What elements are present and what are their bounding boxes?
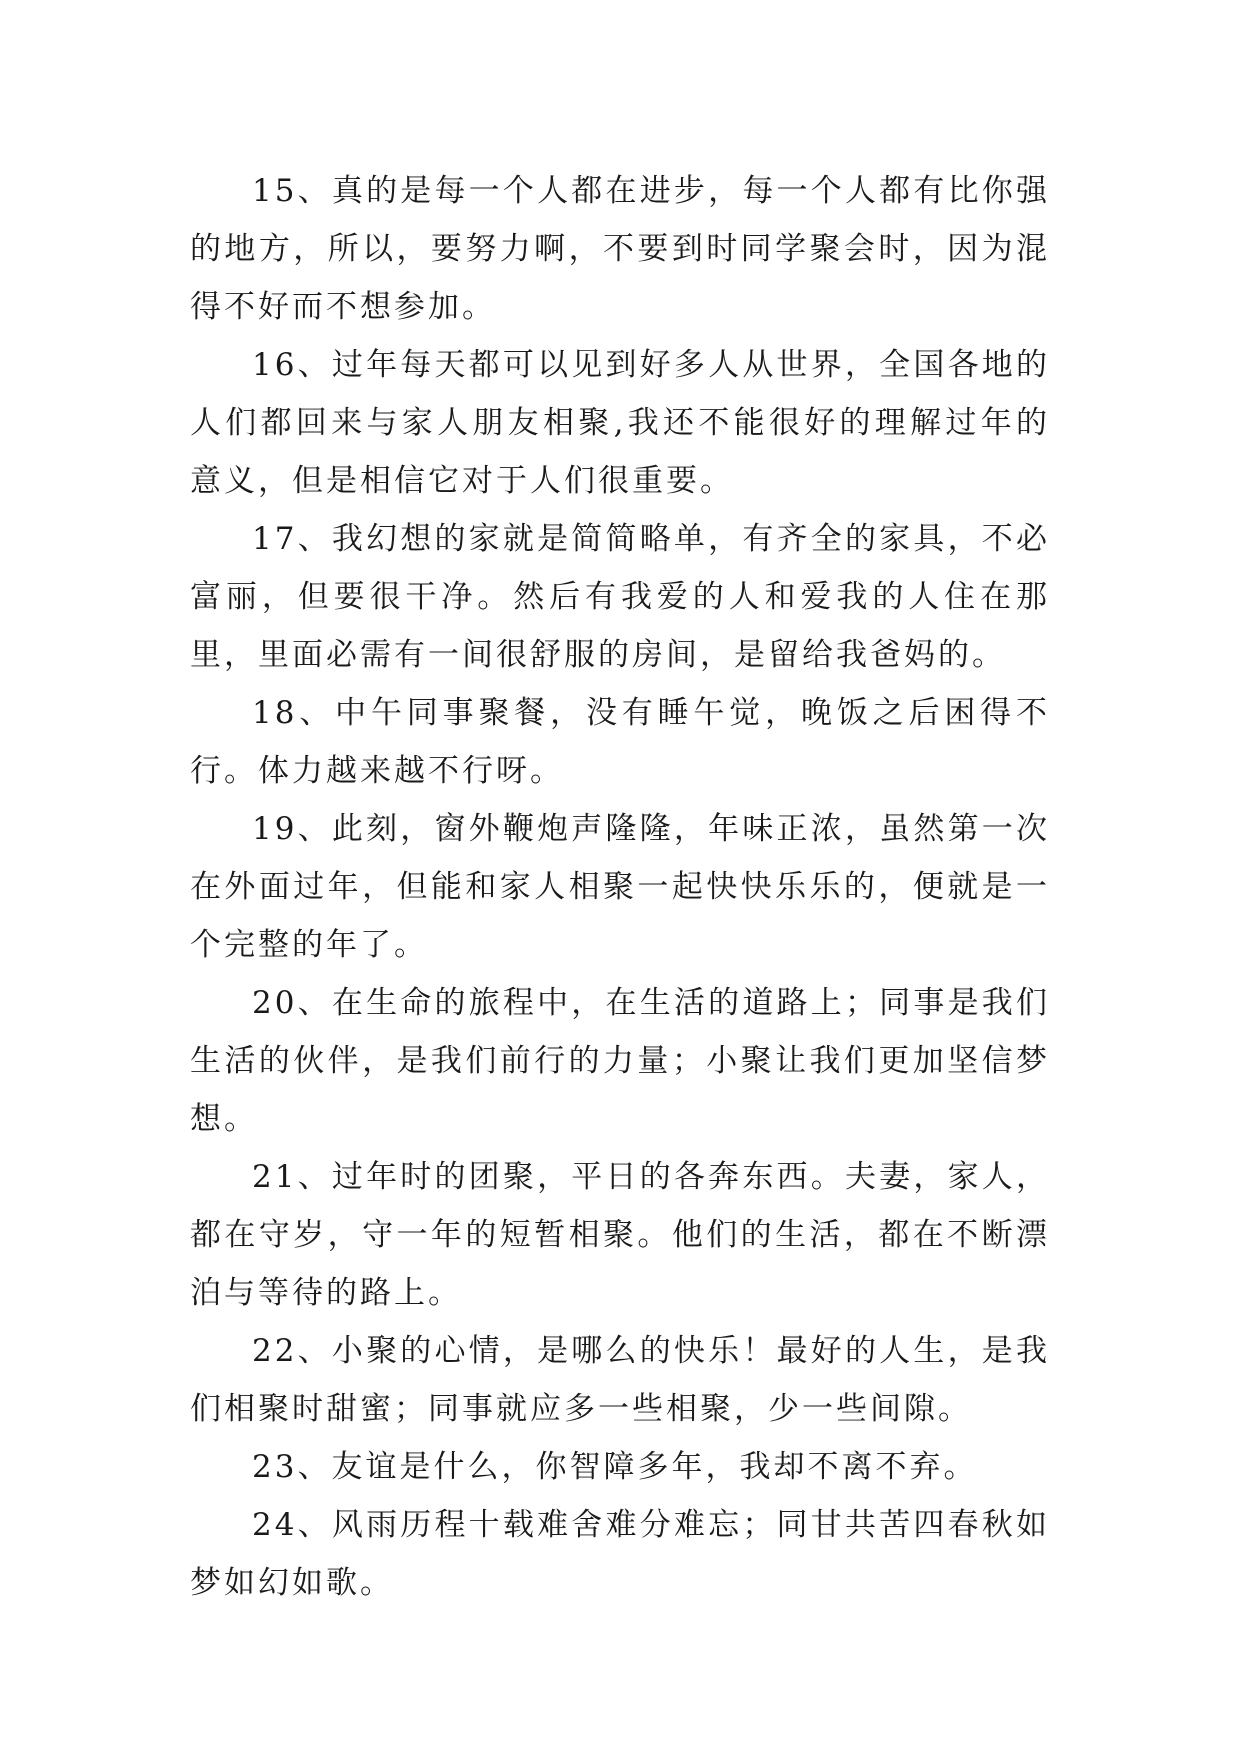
document-body bbox=[190, 162, 1050, 1612]
paragraph-23: 23、友谊是什么，你智障多年，我却不离不弃。 bbox=[252, 1449, 978, 1485]
paragraph-19: 19、此刻，窗外鞭炮声隆隆，年味正浓，虽然第一次在外面过年，但能和家人相聚一起快快乐乐的，便就是一个完整的年了。 bbox=[190, 811, 1050, 963]
paragraph-18: 18、中午同事聚餐，没有睡午觉，晚饭之后困得不行。体力越来越不行呀。 bbox=[190, 695, 1050, 789]
paragraph-21: 21、过年时的团聚，平日的各奔东西。夫妻，家人，都在守岁，守一年的短暂相聚。他们的生活，都在不断漂泊与等待的路上。 bbox=[190, 1159, 1050, 1311]
paragraph-20: 20、在生命的旅程中，在生活的道路上；同事是我们生活的伙伴，是我们前行的力量；小聚让我们更加坚信梦想。 bbox=[190, 985, 1050, 1137]
paragraph-16: 16、过年每天都可以见到好多人从世界，全国各地的人们都回来与家人朋友相聚,我还不能很好的理解过年的意义，但是相信它对于人们很重要。 bbox=[190, 347, 1050, 499]
paragraph-24: 24、风雨历程十载难舍难分难忘；同甘共苦四春秋如梦如幻如歌。 bbox=[190, 1507, 1050, 1601]
paragraph-22: 22、小聚的心情，是哪么的快乐！最好的人生，是我们相聚时甜蜜；同事就应多一些相聚，少一些间隙。 bbox=[190, 1333, 1050, 1427]
paragraph-17: 17、我幻想的家就是简简略单，有齐全的家具，不必富丽，但要很干净。然后有我爱的人和爱我的人住在那里，里面必需有一间很舒服的房间，是留给我爸妈的。 bbox=[190, 521, 1050, 673]
paragraph-15: 15、真的是每一个人都在进步，每一个人都有比你强的地方，所以，要努力啊，不要到时同学聚会时，因为混得不好而不想参加。 bbox=[190, 173, 1050, 325]
